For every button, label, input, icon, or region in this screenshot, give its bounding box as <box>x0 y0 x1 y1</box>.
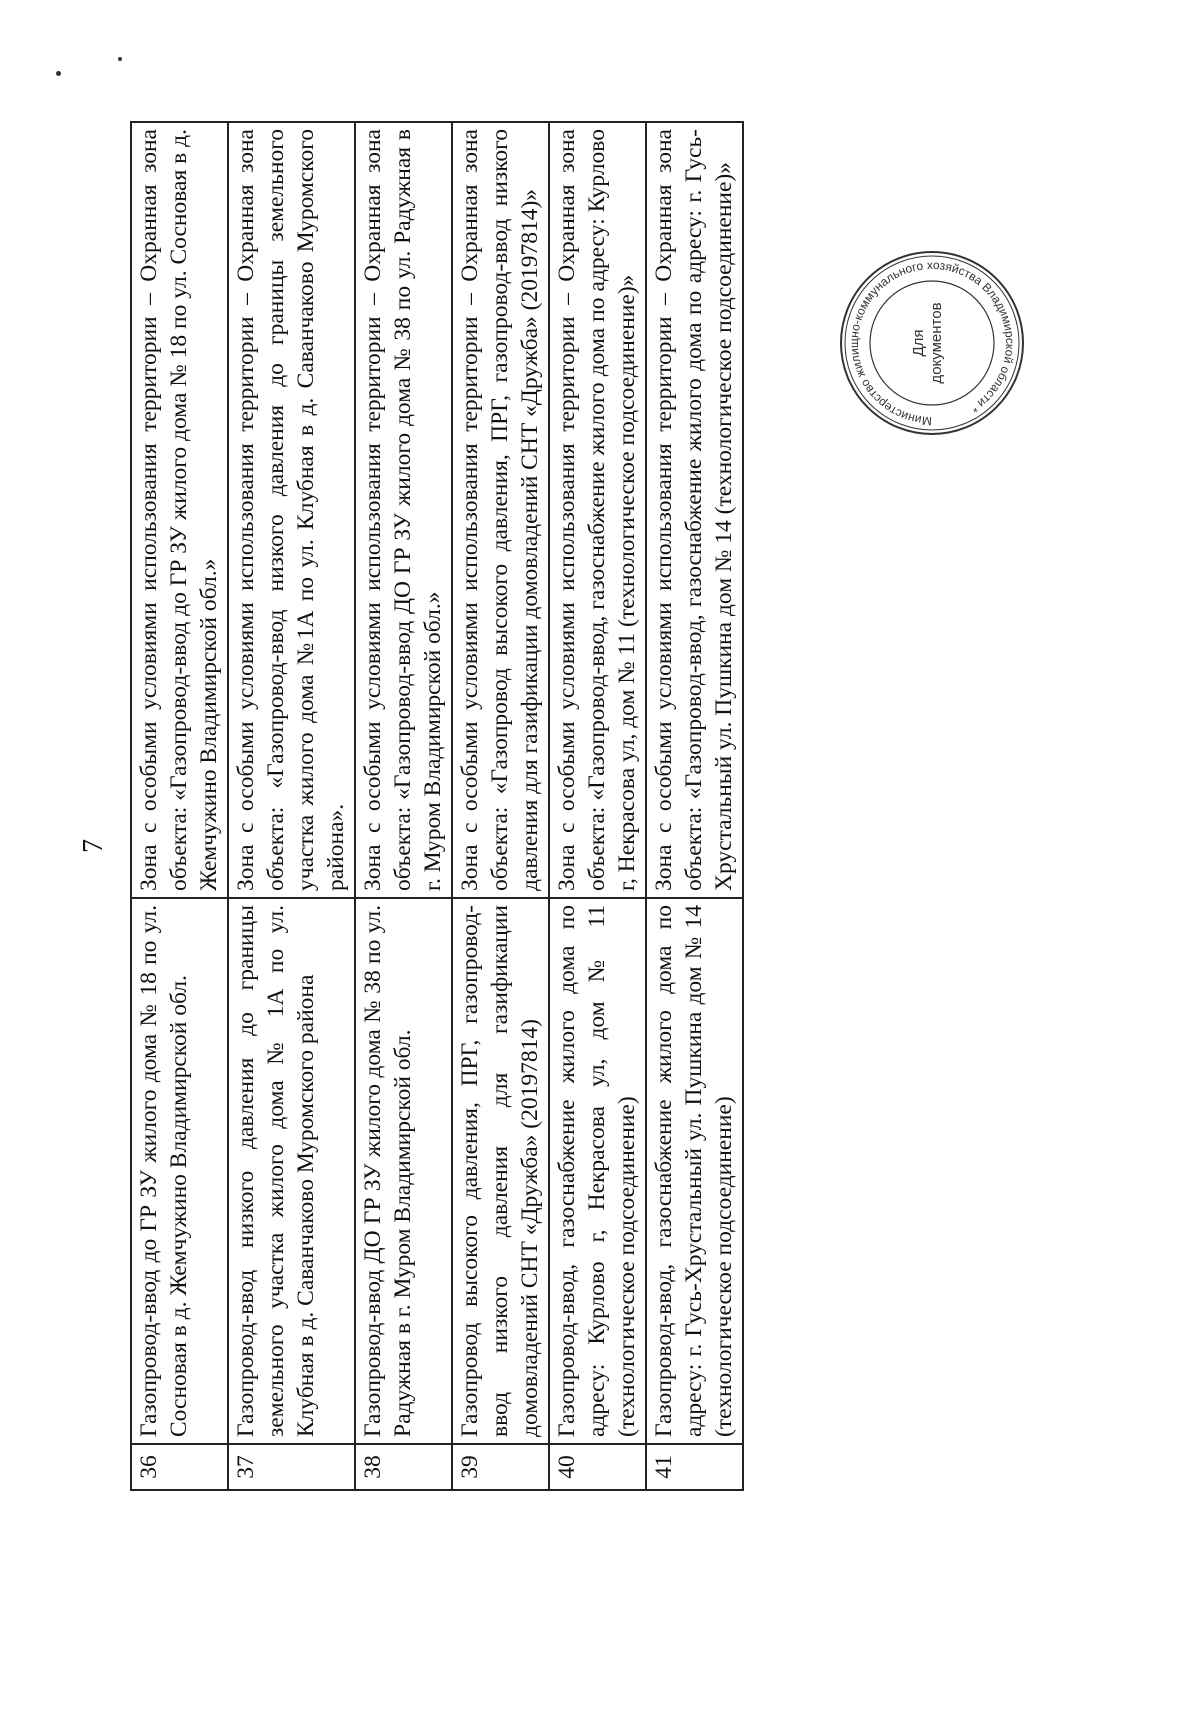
table-row <box>228 122 355 1490</box>
zone-description: Зона с особыми условиями использования территории – Охранная зона объекта: «Газопровод-ввод, газоснабжение жилого дома по адресу: г. Гусь-Хрустальный ул. Пушкина дом № 14 (технологическое подсоединение)» <box>646 122 743 898</box>
object-name: Газопровод высокого давления, ПРГ, газопровод-ввод низкого давления для газификации домовладений СНТ «Дружба» (20197814) <box>452 898 549 1444</box>
table-row <box>452 122 549 1490</box>
zone-description: Зона с особыми условиями использования территории – Охранная зона объекта: «Газопровод высокого давления, ПРГ, газопровод-ввод низкого давления для газификации домовладений СНТ «Дружба» (20197814)» <box>452 122 549 898</box>
object-name: Газопровод-ввод, газоснабжение жилого дома по адресу: г. Гусь-Хрустальный ул. Пушкина дом № 14 (технологическое подсоединение) <box>646 898 743 1444</box>
object-name: Газопровод-ввод низкого давления до границы земельного участка жилого дома № 1А по ул. Клубная в д. Саванчаково Муромского района <box>228 898 355 1444</box>
zone-description: Зона с особыми условиями использования территории – Охранная зона объекта: «Газопровод-ввод ДО ГР ЗУ жилого дома № 38 по ул. Радужная в г. Муром Владимирской обл.» <box>355 122 452 898</box>
official-stamp <box>838 249 1026 437</box>
row-number: 37 <box>228 1444 355 1490</box>
stamp-ring-text: Министерство жилищно-коммунального хозяйства Владимирской области * <box>846 257 1018 429</box>
object-name: Газопровод-ввод до ГР ЗУ жилого дома № 18 по ул. Сосновая в д. Жемчужино Владимирской обл. <box>131 898 228 1444</box>
row-number: 36 <box>131 1444 228 1490</box>
zone-description: Зона с особыми условиями использования территории – Охранная зона объекта: «Газопровод-ввод, газоснабжение жилого дома по адресу: Курлово г, Некрасова ул, дом № 11 (технологическое подсоединение)» <box>549 122 646 898</box>
zone-description: Зона с особыми условиями использования территории – Охранная зона объекта: «Газопровод-ввод низкого давления до границы земельного участка жилого дома №1А по ул. Клубная в д. Саванчаково Муромского района». <box>228 122 355 898</box>
scan-speck <box>118 57 122 61</box>
row-number: 40 <box>549 1444 646 1490</box>
zone-description: Зона с особыми условиями использования территории – Охранная зона объекта: «Газопровод-ввод до ГР ЗУ жилого дома № 18 по ул. Сосновая в д. Жемчужино Владимирской обл.» <box>131 122 228 898</box>
row-number: 39 <box>452 1444 549 1490</box>
object-name: Газопровод-ввод, газоснабжение жилого дома по адресу: Курлово г, Некрасова ул, дом № 11 (технологическое подсоединение) <box>549 898 646 1444</box>
stamp-center-line: документов <box>928 302 945 384</box>
table-row <box>355 122 452 1490</box>
zones-table <box>130 121 744 1491</box>
table-row <box>131 122 228 1490</box>
object-name: Газопровод-ввод ДО ГР ЗУ жилого дома № 38 по ул. Радужная в г. Муром Владимирской обл. <box>355 898 452 1444</box>
table-row <box>646 122 743 1490</box>
row-number: 41 <box>646 1444 743 1490</box>
scan-speck <box>56 71 61 76</box>
table-row <box>549 122 646 1490</box>
stamp-center-text <box>910 249 946 437</box>
stamp-center-line: Для <box>910 329 927 357</box>
page-number: 7 <box>78 839 109 853</box>
row-number: 38 <box>355 1444 452 1490</box>
